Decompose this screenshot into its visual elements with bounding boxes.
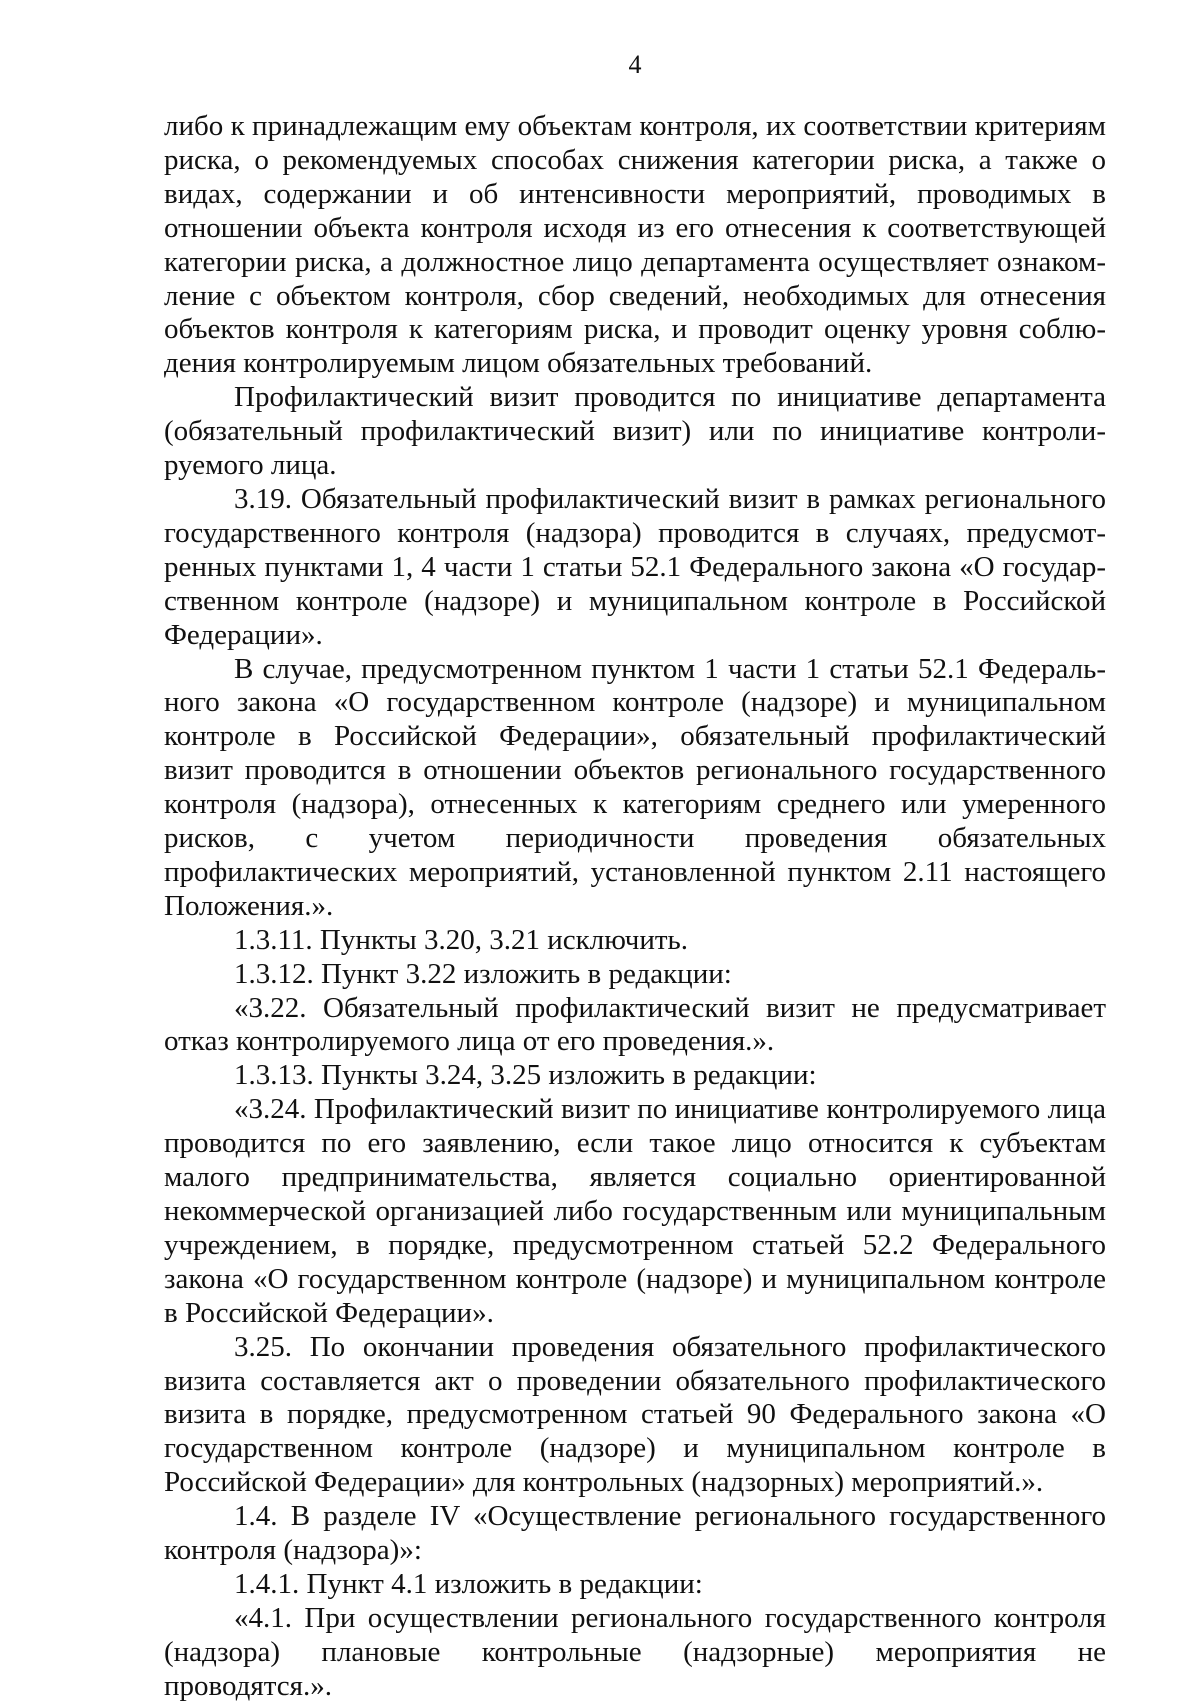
paragraph-1-4-1: 1.4.1. Пункт 4.1 изложить в редакции:	[234, 1567, 703, 1600]
paragraph-3-19: 3.19. Обязательный профилактический визит в рамках регионального государственного контроля (надзора) проводится в случаях, предусмотренных пунктами 1, 4 части 1 статьи 52.1 Федерального закона «О государственном контроле (надзоре) и муниципальном контроле в Российской Федерации».	[164, 482, 1106, 651]
paragraph-preventive-visit: Профилактический визит проводится по инициативе департамента (обязательный профилактический визит) или по инициативе контролируемого лица.	[164, 381, 1106, 482]
paragraph-continuation: либо к принадлежащим ему объектам контроля, их соответствии критериям риска, о рекомендуемых способах снижения категории риска, а также о видах, содержании и об интенсивности мероприятий, проводимых в отношении объекта контроля исходя из его отнесения к соответствующей категории риска, а должностное лицо департамента осуществляет ознакомление с объектом контроля, сбор сведений, необходимых для отнесения объектов контроля к категориям риска, и проводит оценку уровня соблюдения контролируемым лицом обязательных требований.	[164, 110, 1106, 380]
paragraph-3-22: «3.22. Обязательный профилактический визит не предусматривает отказ контролируемого лица от его проведения.».	[164, 991, 1106, 1058]
paragraph-3-25: 3.25. По окончании проведения обязательного профилактического визита составляется акт о проведении обязательного профилактического визита в порядке, предусмотренном статьей 90 Федерального закона «О государственном контроле (надзоре) и муниципальном контроле в Российской Федерации» для контрольных (надзорных) мероприятий.».	[164, 1330, 1106, 1499]
page-number: 4	[628, 50, 642, 79]
paragraph-case-point-1: В случае, предусмотренном пунктом 1 части 1 статьи 52.1 Федерального закона «О государственном контроле (надзоре) и муниципальном контроле в Российской Федерации», обязательный профилактический визит проводится в отношении объектов регионального государственного контроля (надзора), отнесенных к категориям среднего или умеренного рисков, с учетом периодичности проведения обязательных профилактических мероприятий, установленной пунктом 2.11 настоящего Положения.».	[164, 652, 1106, 922]
paragraph-1-3-13: 1.3.13. Пункты 3.24, 3.25 изложить в редакции:	[234, 1059, 817, 1092]
paragraph-3-24: «3.24. Профилактический визит по инициативе контролируемого лица проводится по его заявлению, если такое лицо относится к субъектам малого предпринимательства, является социально ориентированной некоммерческой организацией либо государственным или муниципальным учреждением, в порядке, предусмотренном статьей 52.2 Федерального закона «О государственном контроле (надзоре) и муниципальном контроле в Российской Федерации».	[164, 1093, 1106, 1329]
paragraph-1-3-11: 1.3.11. Пункты 3.20, 3.21 исключить.	[234, 923, 689, 956]
paragraph-4-1: «4.1. При осуществлении регионального государственного контроля (надзора) плановые контрольные (надзорные) мероприятия не проводятся.».	[164, 1601, 1106, 1702]
paragraph-1-4: 1.4. В разделе IV «Осуществление регионального государственного контроля (надзора)»:	[164, 1500, 1106, 1567]
document-body	[164, 110, 1106, 1704]
paragraph-1-3-12: 1.3.12. Пункт 3.22 изложить в редакции:	[234, 957, 732, 990]
